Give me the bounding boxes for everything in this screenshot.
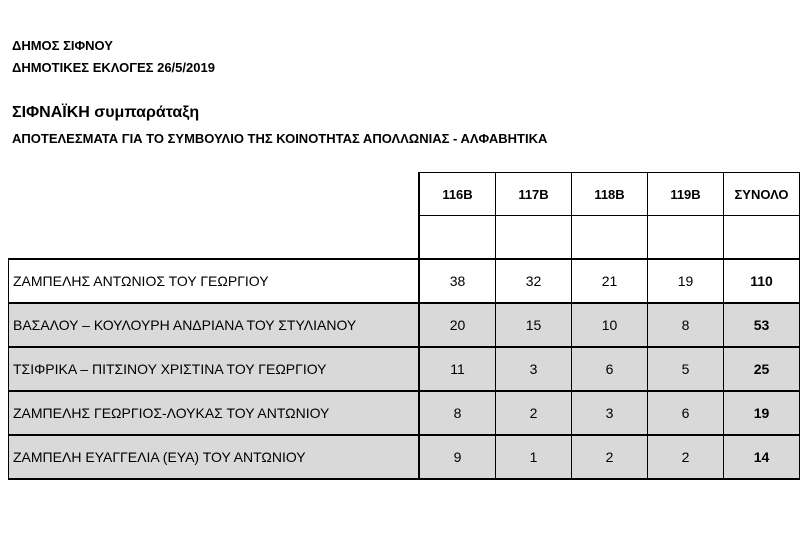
subheader-empty-cell [724, 216, 800, 260]
header-blank-cell [9, 173, 420, 216]
votes-117b: 2 [496, 391, 572, 435]
votes-119b: 6 [648, 391, 724, 435]
column-header-119b: 119Β [648, 173, 724, 216]
votes-total: 25 [724, 347, 800, 391]
votes-118b: 10 [572, 303, 648, 347]
votes-total: 110 [724, 259, 800, 303]
votes-117b: 1 [496, 435, 572, 479]
votes-118b: 3 [572, 391, 648, 435]
candidate-name: ΒΑΣΑΛΟΥ – ΚΟΥΛΟΥΡΗ ΑΝΔΡΙΑΝΑ ΤΟΥ ΣΤΥΛΙΑΝΟΥ [9, 303, 420, 347]
votes-119b: 19 [648, 259, 724, 303]
table-subheader-row [9, 216, 800, 260]
candidate-name: ΖΑΜΠΕΛΗΣ ΓΕΩΡΓΙΟΣ-ΛΟΥΚΑΣ ΤΟΥ ΑΝΤΩΝΙΟΥ [9, 391, 420, 435]
results-subtitle: ΑΠΟΤΕΛΕΣΜΑΤΑ ΓΙΑ ΤΟ ΣΥΜΒΟΥΛΙΟ ΤΗΣ ΚΟΙΝΟΤΗΤΑΣ ΑΠΟΛΛΩΝΙΑΣ - ΑΛΦΑΒΗΤΙΚΑ [12, 131, 548, 146]
results-table [8, 172, 800, 480]
table-row [9, 347, 800, 391]
column-header-117b: 117Β [496, 173, 572, 216]
votes-116b: 11 [419, 347, 496, 391]
table-row [9, 303, 800, 347]
party-title: ΣΙΦΝΑΪΚΗ συμπαράταξη [12, 104, 200, 121]
votes-116b: 38 [419, 259, 496, 303]
subheader-empty-cell [496, 216, 572, 260]
votes-119b: 8 [648, 303, 724, 347]
column-header-total: ΣΥΝΟΛΟ [724, 173, 800, 216]
votes-total: 19 [724, 391, 800, 435]
subheader-empty-cell [419, 216, 496, 260]
election-title: ΔΗΜΟΤΙΚΕΣ ΕΚΛΟΓΕΣ 26/5/2019 [12, 60, 215, 75]
candidate-name: ΤΣΙΦΡΙΚΑ – ΠΙΤΣΙΝΟΥ ΧΡΙΣΤΙΝΑ ΤΟΥ ΓΕΩΡΓΙΟΥ [9, 347, 420, 391]
votes-117b: 32 [496, 259, 572, 303]
table-header-row [9, 173, 800, 216]
votes-118b: 21 [572, 259, 648, 303]
subheader-blank-cell [9, 216, 420, 260]
votes-118b: 6 [572, 347, 648, 391]
votes-119b: 2 [648, 435, 724, 479]
votes-total: 14 [724, 435, 800, 479]
votes-117b: 15 [496, 303, 572, 347]
votes-116b: 9 [419, 435, 496, 479]
column-header-118b: 118Β [572, 173, 648, 216]
candidate-name: ΖΑΜΠΕΛΗ ΕΥΑΓΓΕΛΙΑ (ΕΥΑ) ΤΟΥ ΑΝΤΩΝΙΟΥ [9, 435, 420, 479]
votes-116b: 8 [419, 391, 496, 435]
candidate-name: ΖΑΜΠΕΛΗΣ ΑΝΤΩΝΙΟΣ ΤΟΥ ΓΕΩΡΓΙΟΥ [9, 259, 420, 303]
table-row [9, 435, 800, 479]
votes-117b: 3 [496, 347, 572, 391]
table-row [9, 391, 800, 435]
municipality-title: ΔΗΜΟΣ ΣΙΦΝΟΥ [12, 38, 113, 53]
table-row [9, 259, 800, 303]
column-header-116b: 116Β [419, 173, 496, 216]
subheader-empty-cell [572, 216, 648, 260]
votes-119b: 5 [648, 347, 724, 391]
votes-116b: 20 [419, 303, 496, 347]
subheader-empty-cell [648, 216, 724, 260]
votes-total: 53 [724, 303, 800, 347]
votes-118b: 2 [572, 435, 648, 479]
